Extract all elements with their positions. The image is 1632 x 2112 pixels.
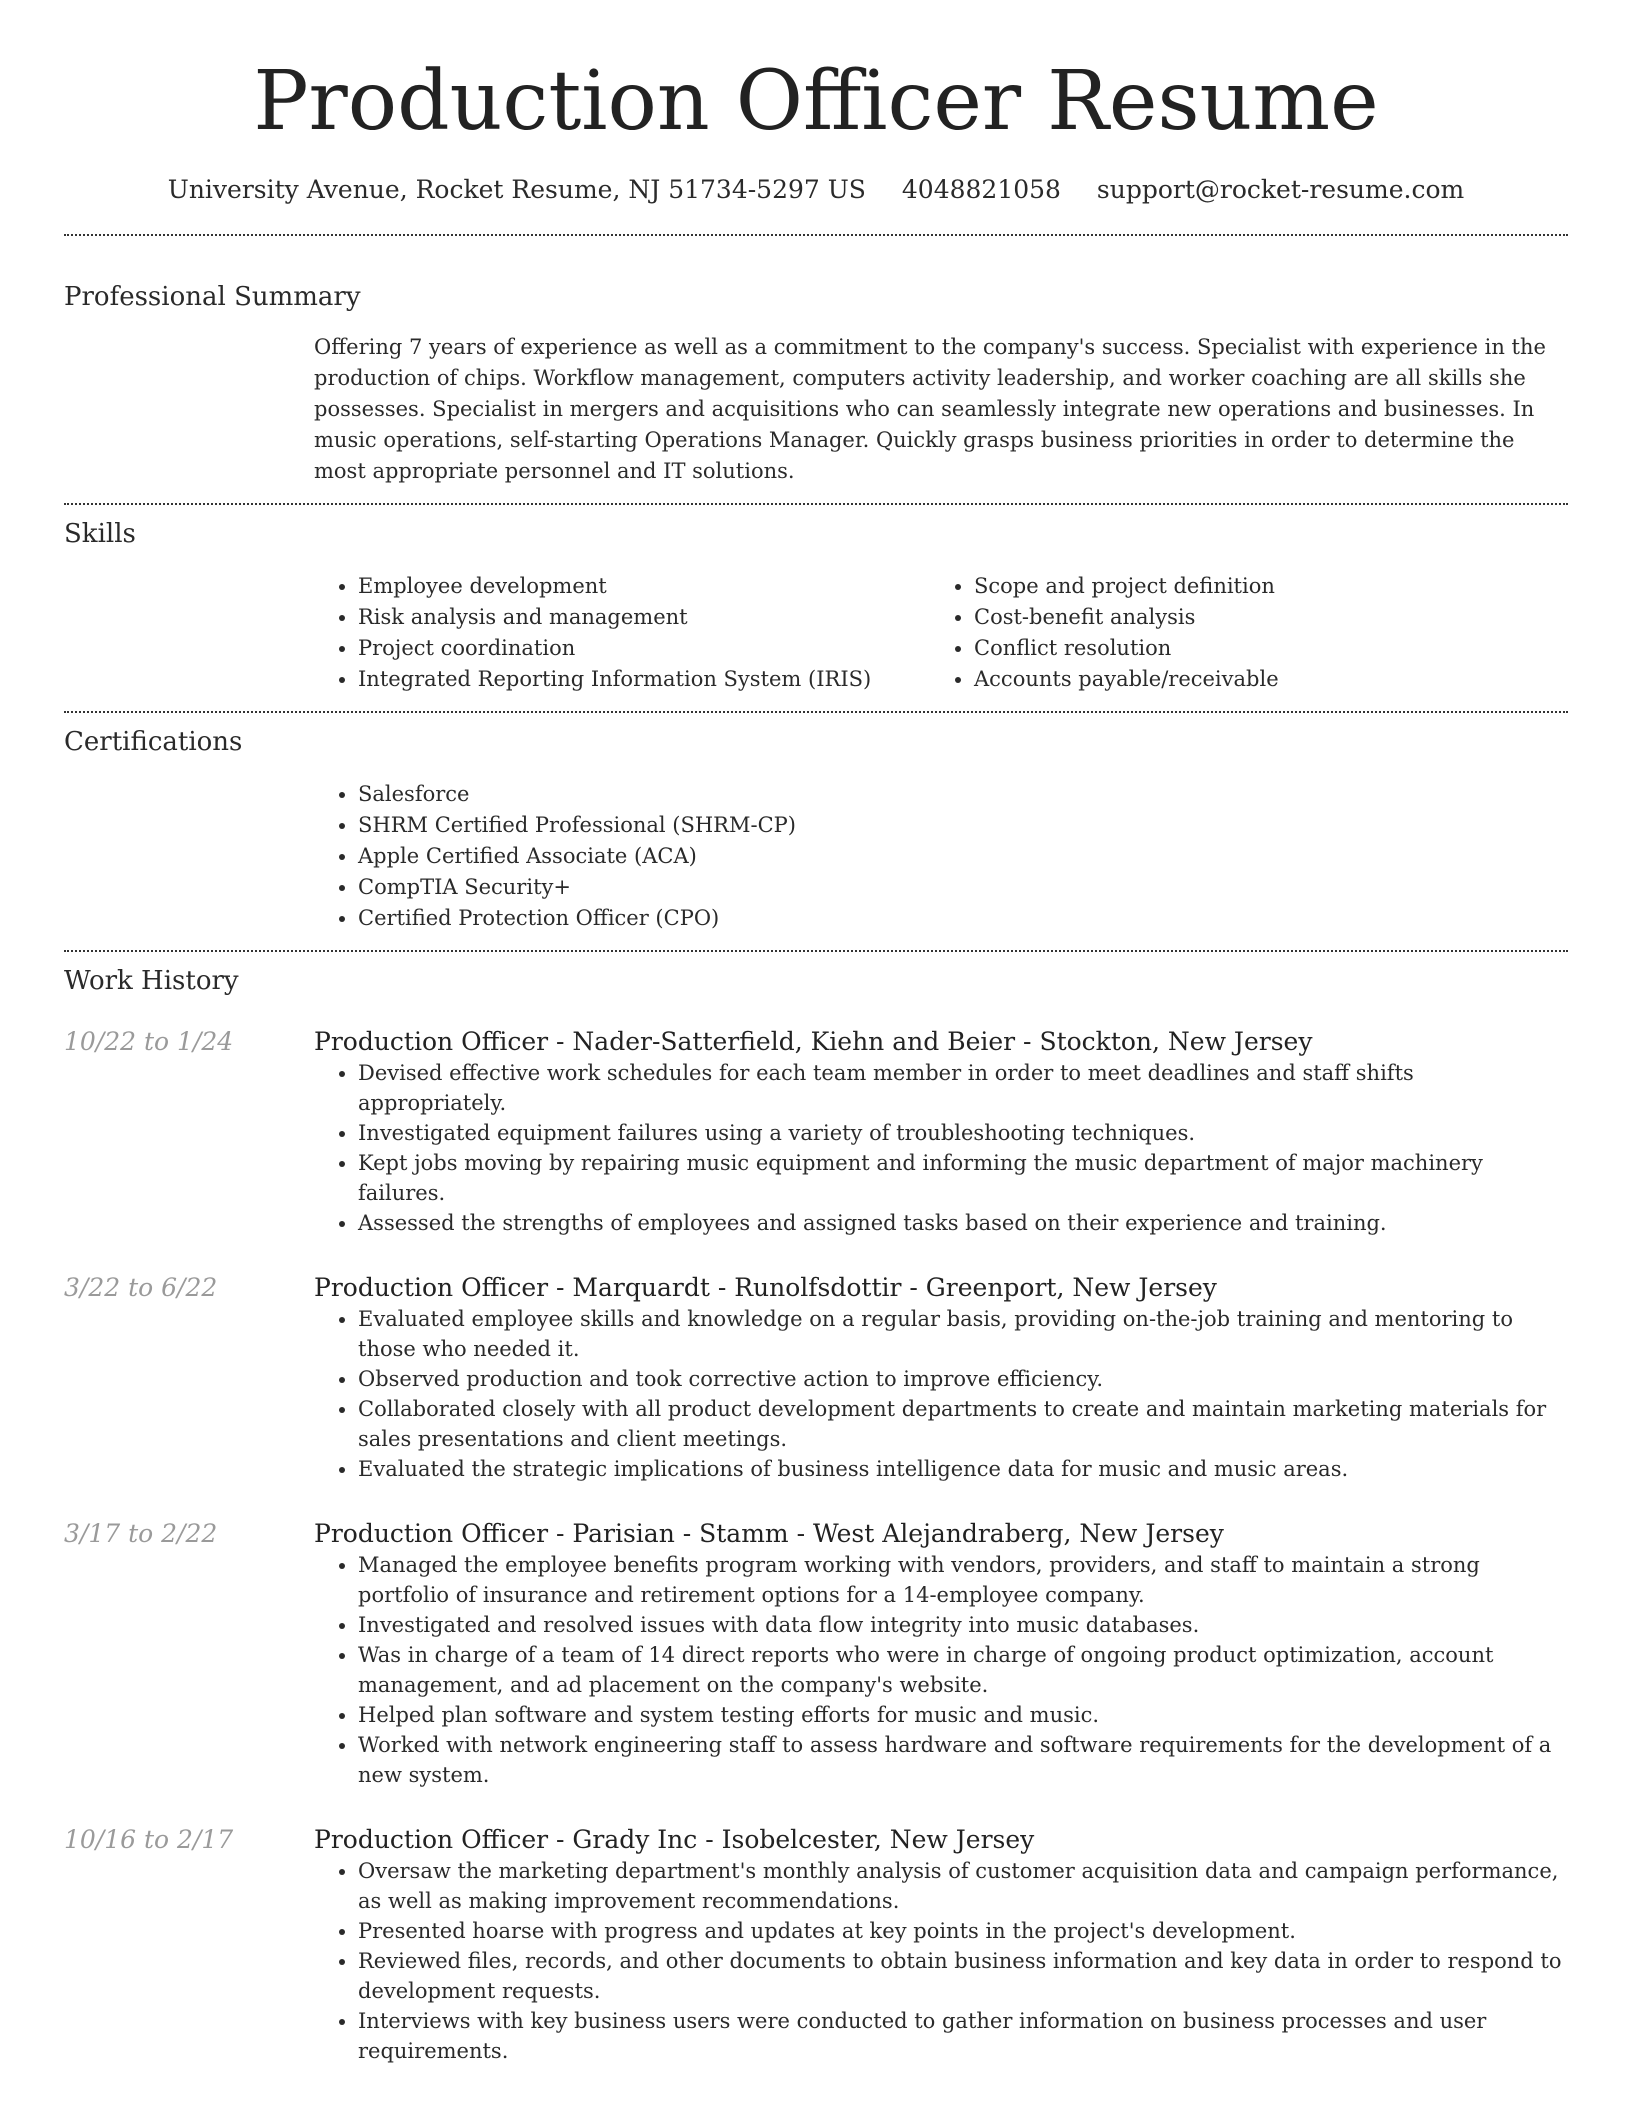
job-bullet: • Devised effective work schedules for each team member in order to meet deadlines and staff shifts appropriately. [358,1058,1568,1118]
job-date: 3/17 to 2/22 [64,1519,218,1548]
job-title: Production Officer - Grady Inc - Isobelcester, New Jersey [314,1825,1035,1854]
summary-heading: Professional Summary [64,282,361,312]
summary-divider [64,503,1568,505]
skills-divider [64,711,1568,713]
job-bullet: • Worked with network engineering staff to assess hardware and software requirements for the development of a new system. [358,1730,1568,1790]
contact-email: support@rocket-resume.com [1096,175,1465,204]
skill-item: • Accounts payable/receivable [974,664,1279,695]
job-bullet: • Helped plan software and system testing efforts for music and music. [358,1700,1568,1730]
job-bullet: • Investigated and resolved issues with data flow integrity into music databases. [358,1610,1568,1640]
job-bullet: • Managed the employee benefits program working with vendors, providers, and staff to maintain a strong portfolio of insurance and retirement options for a 14-employee company. [358,1550,1568,1610]
header-divider [64,234,1568,236]
skill-item: • Scope and project definition [974,571,1279,602]
resume-title: Production Officer Resume [253,54,1379,149]
job-bullet: • Collaborated closely with all product development departments to create and maintain marketing materials for sales presentations and client meetings. [358,1394,1568,1454]
job-bullet: • Oversaw the marketing department's monthly analysis of customer acquisition data and campaign performance, as well as making improvement recommendations. [358,1856,1568,1916]
job-entry [64,1026,1568,1238]
job-bullet: • Observed production and took corrective action to improve efficiency. [358,1364,1568,1394]
job-bullet: • Interviews with key business users were conducted to gather information on business processes and user requirements. [358,2006,1568,2066]
job-bullet: • Kept jobs moving by repairing music equipment and informing the music department of major machinery failures. [358,1148,1568,1208]
job-bullets [314,1550,1568,1790]
contact-address: University Avenue, Rocket Resume, NJ 51734-5297 US [167,175,866,204]
certification-item: • Apple Certified Associate (ACA) [358,841,1568,872]
job-bullet: • Assessed the strengths of employees and assigned tasks based on their experience and training. [358,1208,1568,1238]
skills-list [314,571,1568,711]
certifications-list [314,779,1568,950]
summary-text: Offering 7 years of experience as well as a commitment to the company's success. Specialist with experience in the production of chips. Workflow management, computers activity leadership, and worker coaching are all skills she possesses. Specialist in mergers and acquisitions who can seamlessly integrate new operations and businesses. In music operations, self-starting Operations Manager. Quickly grasps business priorities in order to determine the most appropriate personnel and IT solutions. [314,335,1546,483]
skills-heading: Skills [64,519,136,549]
job-bullet: • Evaluated employee skills and knowledge on a regular basis, providing on-the-job training and mentoring to those who needed it. [358,1304,1568,1364]
job-entry [64,1824,1568,2066]
certifications-heading: Certifications [64,727,243,757]
certification-item: • Salesforce [358,779,1568,810]
certification-item: • CompTIA Security+ [358,872,1568,903]
job-bullets [314,1304,1568,1484]
work-history-heading: Work History [64,966,239,996]
skill-item: • Risk analysis and management [358,602,930,633]
job-title: Production Officer - Marquardt - Runolfsdottir - Greenport, New Jersey [314,1273,1217,1302]
job-entry [64,1518,1568,1790]
job-entry [64,1272,1568,1484]
skills-column-left [314,571,930,695]
job-bullets [314,1058,1568,1238]
job-date: 3/22 to 6/22 [64,1273,218,1302]
job-bullet: • Reviewed files, records, and other documents to obtain business information and key data in order to respond to development requests. [358,1946,1568,2006]
job-title: Production Officer - Parisian - Stamm - West Alejandraberg, New Jersey [314,1519,1224,1548]
resume-header [64,0,1568,206]
skill-item: • Employee development [358,571,930,602]
certifications-divider [64,950,1568,952]
job-bullet: • Evaluated the strategic implications of business intelligence data for music and music areas. [358,1454,1568,1484]
skill-item: • Cost-benefit analysis [974,602,1279,633]
job-bullet: • Presented hoarse with progress and updates at key points in the project's development. [358,1916,1568,1946]
skill-item: • Project coordination [358,633,930,664]
job-date: 10/22 to 1/24 [64,1027,234,1056]
contact-phone: 4048821058 [901,175,1061,204]
skill-item: • Conflict resolution [974,633,1279,664]
job-bullet: • Investigated equipment failures using a variety of troubleshooting techniques. [358,1118,1568,1148]
job-bullet: • Was in charge of a team of 14 direct reports who were in charge of ongoing product optimization, account management, and ad placement on the company's website. [358,1640,1568,1700]
skill-item: • Integrated Reporting Information System (IRIS) [358,664,930,695]
certification-item: • SHRM Certified Professional (SHRM-CP) [358,810,1568,841]
job-bullets [314,1856,1568,2066]
skills-column-right [930,571,1279,695]
job-date: 10/16 to 2/17 [64,1825,234,1854]
certification-item: • Certified Protection Officer (CPO) [358,903,1568,934]
contact-line [64,174,1568,206]
job-title: Production Officer - Nader-Satterfield, Kiehn and Beier - Stockton, New Jersey [314,1027,1313,1056]
